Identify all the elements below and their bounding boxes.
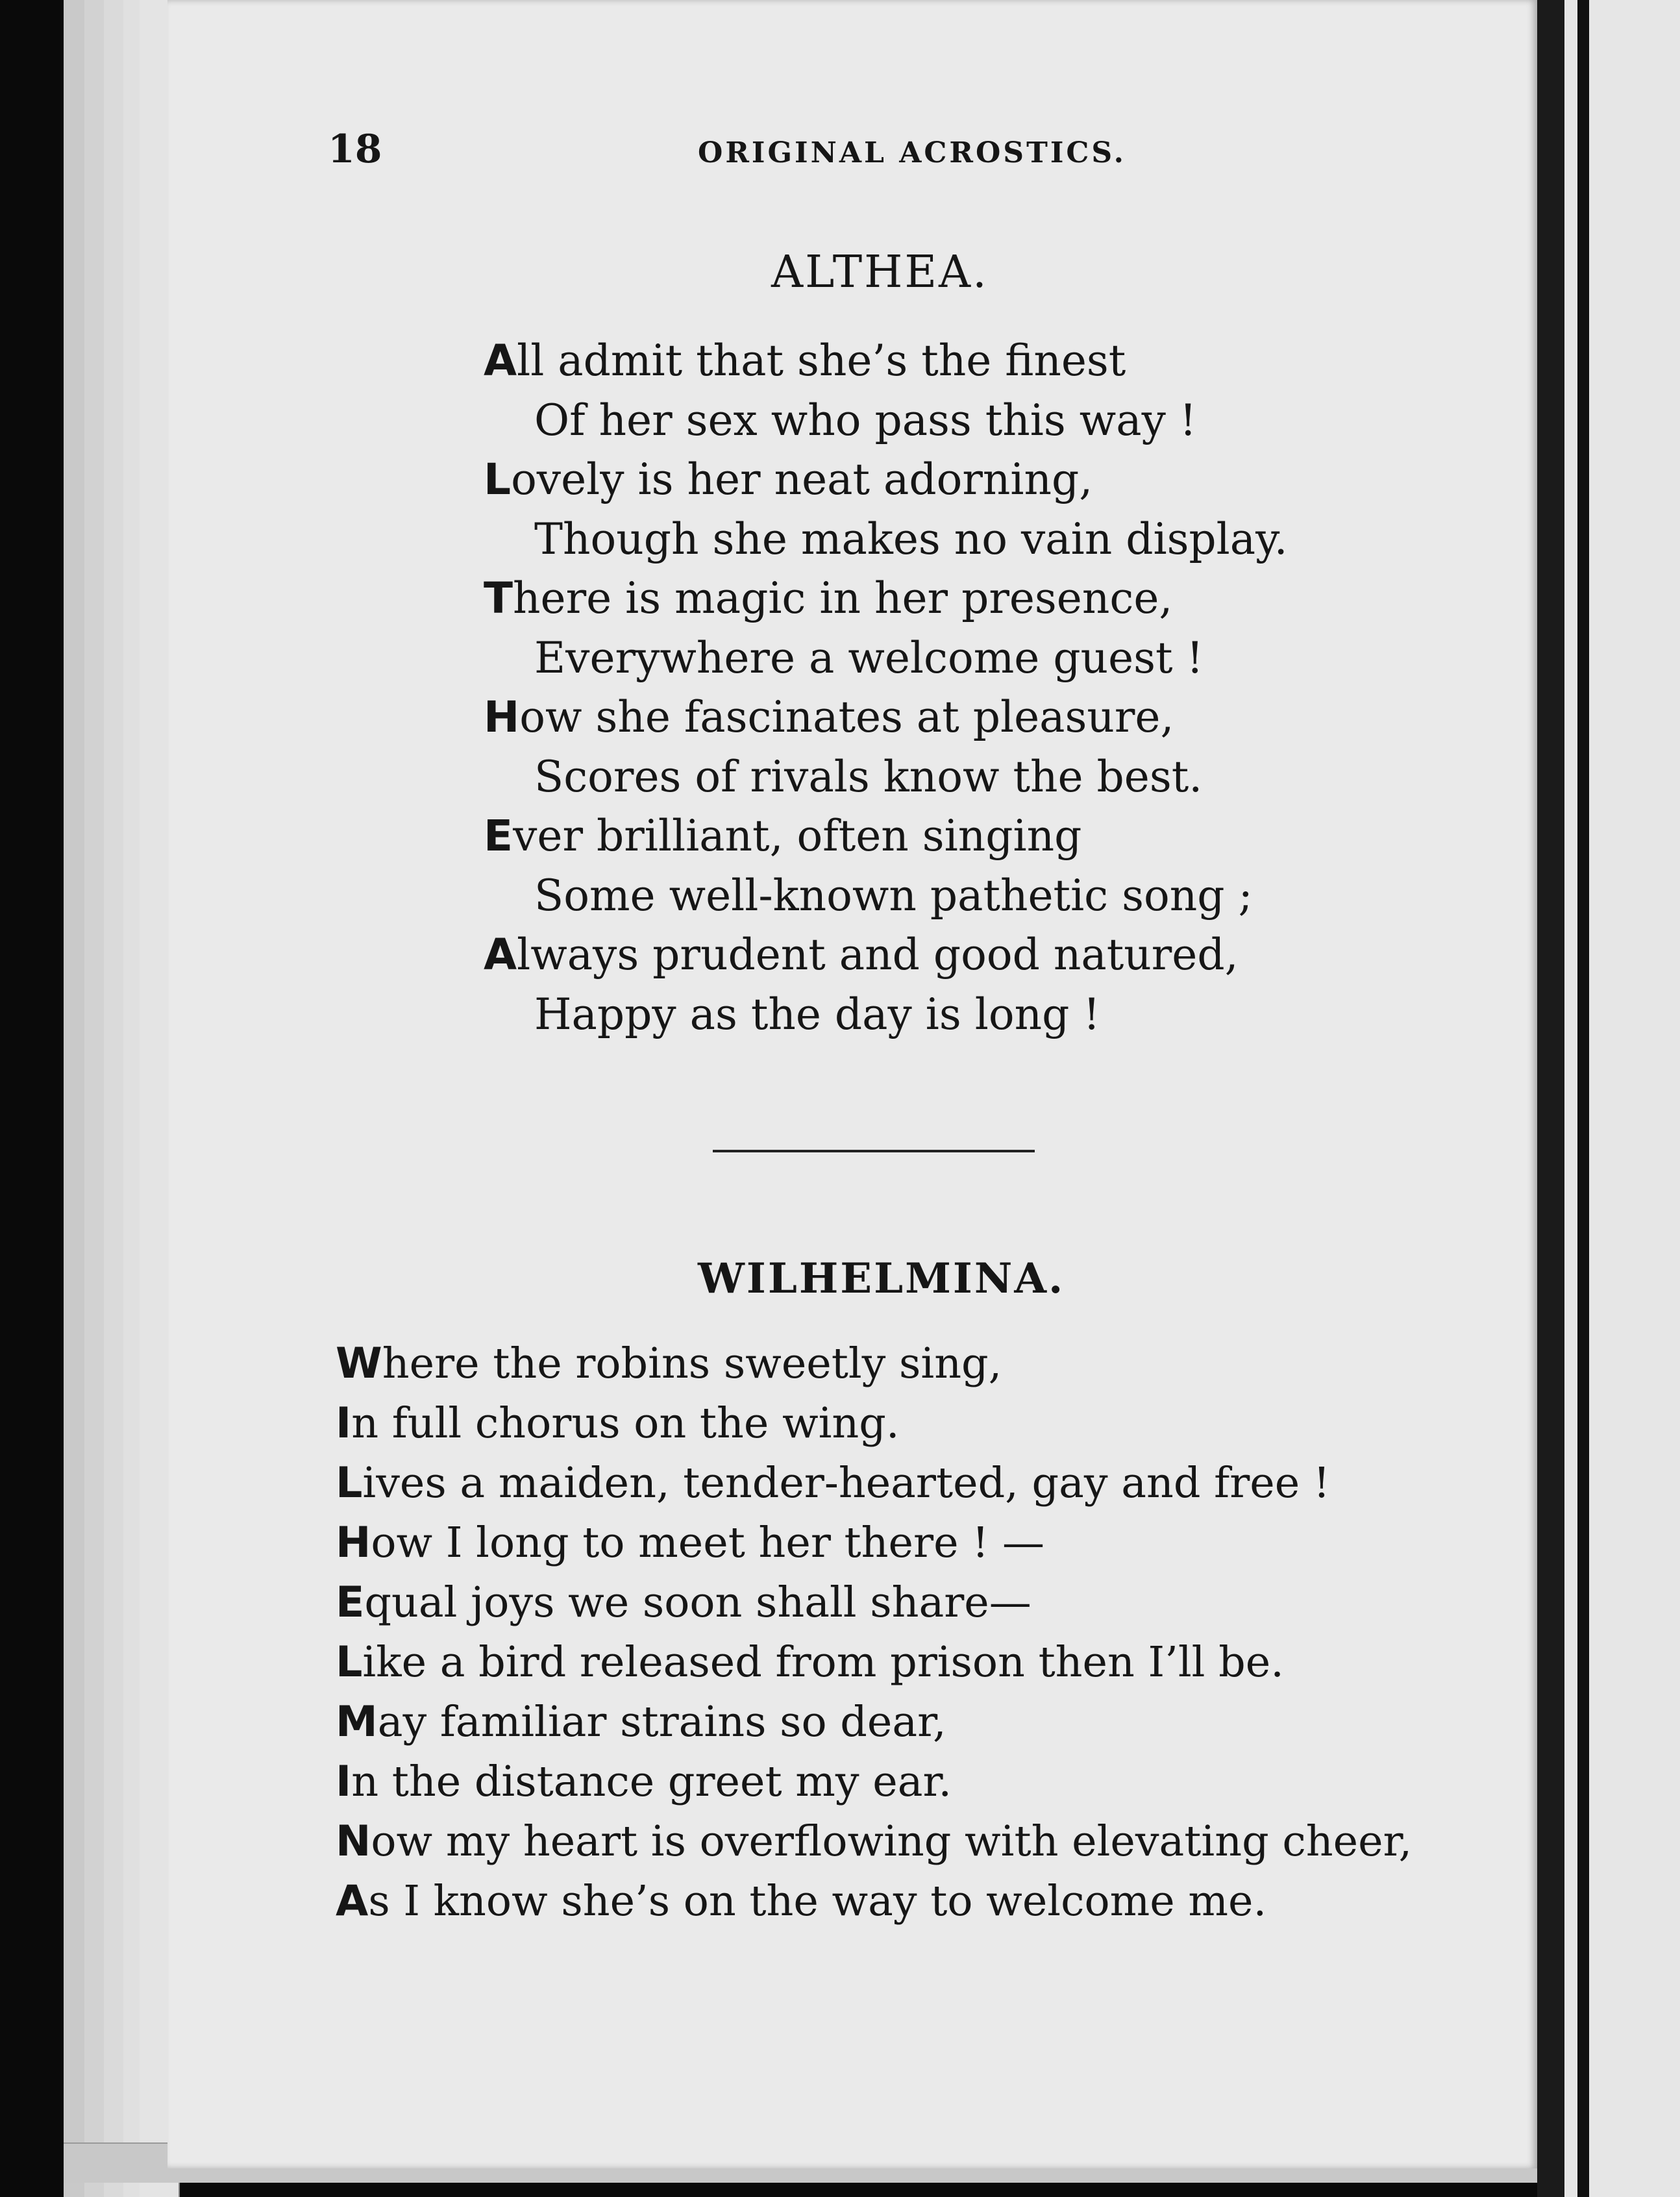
poem-line [484, 688, 1288, 747]
acrostic-initial: A [484, 930, 517, 980]
poem-line [484, 331, 1288, 391]
running-head [328, 123, 1451, 175]
poem-line-text: ovely is her neat adorning, [511, 454, 1093, 504]
poem-line [484, 806, 1288, 866]
poem-line [336, 1812, 1412, 1872]
poem-line-text: here is magic in her presence, [513, 573, 1173, 623]
acrostic-initial: A [336, 1877, 369, 1926]
poem-title-wilhelmina: WILHELMINA. [698, 1254, 1065, 1303]
poem-line-text: here the robins sweetly sing, [382, 1339, 1002, 1388]
acrostic-initial: I [336, 1757, 352, 1806]
poem-line [336, 1334, 1412, 1394]
poem-line [484, 866, 1288, 926]
poem-line-text: ow my heart is overflowing with elevating cheer, [371, 1817, 1413, 1866]
poem-line [336, 1454, 1412, 1513]
acrostic-initial: M [336, 1698, 378, 1746]
poem-line-text: ay familiar strains so dear, [377, 1698, 946, 1746]
section-divider [713, 1150, 1035, 1152]
running-title: ORIGINAL ACROSTICS. [698, 136, 1126, 169]
poem-line [336, 1513, 1412, 1573]
poem-line-text: Some well-known pathetic song ; [534, 870, 1253, 921]
poem-line-text: s I know she’s on the way to welcome me. [368, 1877, 1267, 1926]
poem-line-text: Everywhere a welcome guest ! [534, 632, 1204, 683]
poem-line-text: Happy as the day is long ! [534, 989, 1100, 1039]
acrostic-initial: H [484, 692, 520, 742]
poem-line [484, 747, 1288, 807]
acrostic-initial: H [336, 1519, 371, 1567]
acrostic-initial: L [336, 1459, 363, 1508]
poem-line-text: qual joys we soon shall share— [364, 1578, 1031, 1627]
acrostic-initial: W [336, 1339, 382, 1388]
poem-line-text: n full chorus on the wing. [351, 1399, 900, 1448]
facing-page-gap [1577, 0, 1589, 2197]
poem-line [336, 1394, 1412, 1454]
poem-line [484, 510, 1288, 569]
poem-line-text: Though she makes no vain display. [534, 514, 1288, 564]
poem-line [484, 450, 1288, 510]
poem-wilhelmina [336, 1334, 1412, 1931]
poem-line [336, 1872, 1412, 1931]
poem-althea [484, 331, 1288, 1044]
acrostic-initial: L [484, 454, 512, 504]
poem-line-text: lways prudent and good natured, [517, 930, 1239, 980]
acrostic-initial: I [336, 1399, 352, 1448]
poem-line-text: ver brilliant, often singing [513, 811, 1082, 861]
poem-line [484, 569, 1288, 628]
acrostic-initial: E [484, 811, 513, 861]
poem-line [484, 628, 1288, 688]
poem-line [484, 925, 1288, 985]
book-gutter [1537, 0, 1564, 2197]
poem-line [484, 391, 1288, 451]
poem-title-althea: ALTHEA. [771, 247, 989, 298]
poem-line-text: ll admit that she’s the finest [517, 336, 1126, 386]
page-number: 18 [328, 127, 382, 172]
acrostic-initial: T [484, 573, 513, 623]
poem-line [336, 1752, 1412, 1812]
poem-line [336, 1693, 1412, 1752]
poem-line-text: n the distance greet my ear. [351, 1757, 952, 1806]
poem-line-text: Of her sex who pass this way ! [534, 395, 1197, 445]
poem-line [484, 985, 1288, 1045]
poem-line [336, 1573, 1412, 1633]
acrostic-initial: L [336, 1638, 363, 1687]
poem-line [336, 1633, 1412, 1693]
poem-line-text: ives a maiden, tender-hearted, gay and free ! [362, 1459, 1330, 1508]
poem-line-text: ow she fascinates at pleasure, [519, 692, 1174, 742]
poem-line-text: ike a bird released from prison then I’ll be. [362, 1638, 1284, 1687]
poem-line-text: Scores of rivals know the best. [534, 751, 1203, 802]
poem-line-text: ow I long to meet her there ! — [371, 1519, 1044, 1567]
acrostic-initial: E [336, 1578, 365, 1627]
acrostic-initial: A [484, 336, 517, 386]
acrostic-initial: N [336, 1817, 371, 1866]
